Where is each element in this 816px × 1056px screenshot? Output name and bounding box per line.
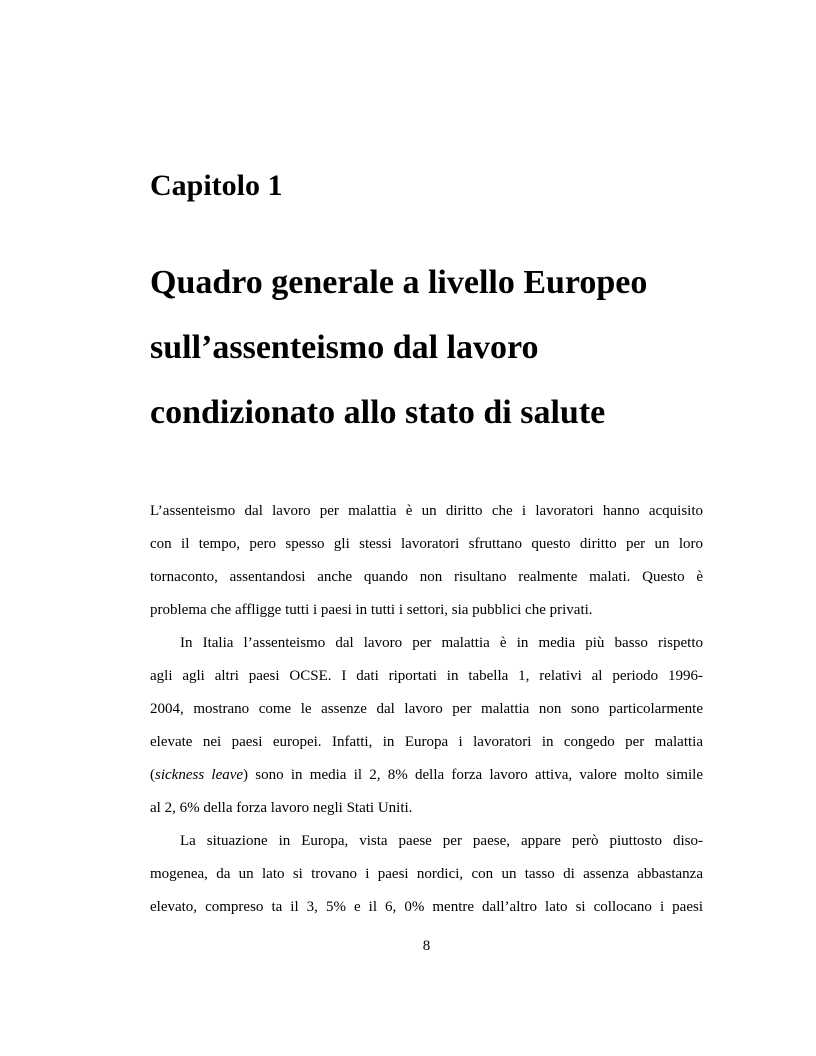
- body-line: tornaconto, assentandosi anche quando non risultano realmente malati. Questo è: [150, 569, 703, 585]
- body-line: al 2, 6% della forza lavoro negli Stati Uniti.: [150, 800, 413, 816]
- italic-text: sickness leave: [155, 767, 244, 783]
- body-line: 2004, mostrano come le assenze dal lavoro per malattia non sono particolarmente: [150, 701, 703, 717]
- page-number: 8: [422, 938, 431, 954]
- body-line: problema che affligge tutti i paesi in tutti i settori, sia pubblici che privati.: [150, 602, 593, 618]
- body-line: [150, 759, 703, 792]
- body-line: agli agli altri paesi OCSE. I dati riportati in tabella 1, relativi al periodo 1996-: [150, 668, 703, 684]
- chapter-title-line: condizionato allo stato di salute: [150, 394, 606, 431]
- body-line: L’assenteismo dal lavoro per malattia è un diritto che i lavoratori hanno acquisito: [150, 503, 703, 519]
- body-line: elevato, compreso ta il 3, 5% e il 6, 0% mentre dall’altro lato si collocano i paesi: [150, 899, 703, 915]
- chapter-title-line: Quadro generale a livello Europeo: [150, 264, 648, 301]
- chapter-title-line: sull’assenteismo dal lavoro: [150, 329, 539, 366]
- chapter-title: [150, 250, 647, 445]
- body-line: La situazione in Europa, vista paese per paese, appare però piuttosto diso-: [180, 833, 703, 849]
- body-line: elevate nei paesi europei. Infatti, in Europa i lavoratori in congedo per malattia: [150, 734, 703, 750]
- chapter-label: Capitolo 1: [150, 169, 283, 202]
- body-line: In Italia l’assenteismo dal lavoro per malattia è in media più basso rispetto: [180, 635, 703, 651]
- body-text-segment: ) sono in media il 2, 8% della forza lavoro attiva, valore molto simile: [243, 767, 703, 783]
- body-line: mogenea, da un lato si trovano i paesi nordici, con un tasso di assenza abbastanza: [150, 866, 703, 882]
- body-text: [150, 495, 703, 924]
- body-line: con il tempo, pero spesso gli stessi lavoratori sfruttano questo diritto per un loro: [150, 536, 703, 552]
- body-text-segment: (: [150, 767, 155, 783]
